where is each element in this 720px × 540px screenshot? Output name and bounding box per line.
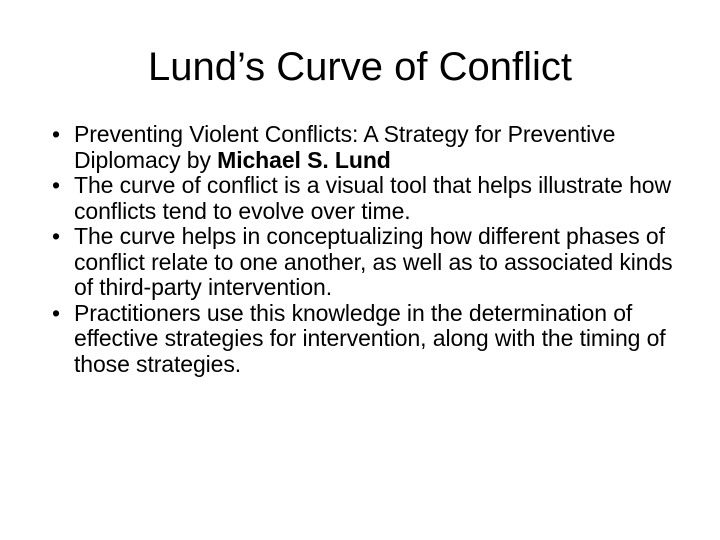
bullet-text: Preventing Violent Conflicts: A Strategy for Preventive Diplomacy by xyxy=(74,121,616,173)
bullet-item xyxy=(54,122,684,173)
bullet-text: The curve of conflict is a visual tool that helps illustrate how conflicts tend to evolve over time. xyxy=(74,172,672,224)
bullet-icon: • xyxy=(52,172,60,198)
bullet-item xyxy=(54,224,684,301)
bullet-text: Practitioners use this knowledge in the determination of effective strategies for intervention, along with the timing of those strategies. xyxy=(74,299,666,377)
bullet-text: The curve helps in conceptualizing how different phases of conflict relate to one another, as well as to associated kinds of third-party intervention. xyxy=(74,223,673,300)
author-name: Michael S. Lund xyxy=(217,146,391,173)
bullet-icon: • xyxy=(52,121,60,147)
bullet-item xyxy=(54,173,684,224)
bullet-list xyxy=(54,122,684,377)
bullet-icon: • xyxy=(52,223,60,249)
bullet-icon: • xyxy=(52,299,60,326)
slide-title: Lund’s Curve of Conflict xyxy=(148,45,572,89)
bullet-item xyxy=(54,301,684,378)
